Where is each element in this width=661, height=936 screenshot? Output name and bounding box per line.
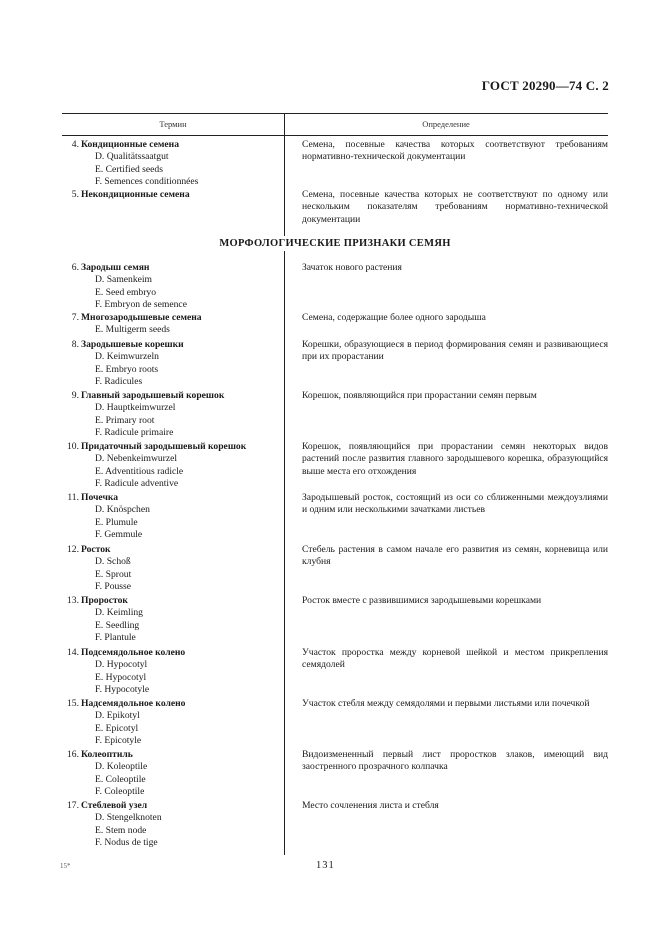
term-equivalent: F. Embryon de semence xyxy=(95,298,187,310)
term-equivalent: F. Epicotyle xyxy=(95,734,142,746)
term-cell xyxy=(62,544,278,593)
term-equivalent: D. Samenkeim xyxy=(95,274,153,286)
definition-cell: Зачаток нового растения xyxy=(302,262,402,273)
term-number: 17. xyxy=(67,800,79,811)
term-equivalent: D. Nebenkeimwurzel xyxy=(95,453,178,465)
definition-cell: Семена, посевные качества которых соответствуют требованиям нормативно-технической документации xyxy=(302,139,608,163)
term-equivalent: F. Gemmule xyxy=(95,528,143,540)
term-name: Проросток xyxy=(81,595,128,606)
page-number: 131 xyxy=(316,860,335,871)
term-name: Стеблевой узел xyxy=(81,800,148,811)
term-number: 14. xyxy=(67,647,79,658)
term-number: 6. xyxy=(71,262,79,273)
definition-cell: Место сочленения листа и стебля xyxy=(302,800,439,811)
term-cell xyxy=(62,189,278,201)
term-number: 13. xyxy=(67,595,79,606)
term-equivalent: D. Hypocotyl xyxy=(95,659,148,671)
term-equivalent: D. Qualitätssaatgut xyxy=(95,151,169,163)
term-cell xyxy=(62,749,278,798)
term-cell xyxy=(62,339,278,388)
definition-cell: Корешок, появляющийся при прорастании семян некоторых видов растений после развития главного зародышевого корешка, образующийся выше места его отхождения xyxy=(302,441,608,477)
term-equivalent: E. Seed embryo xyxy=(95,286,157,298)
definition-cell: Корешки, образующиеся в период формирования семян и развивающиеся при их прорастании xyxy=(302,339,608,363)
term-equivalent: F. Coleoptile xyxy=(95,785,145,797)
term-number: 12. xyxy=(67,544,79,555)
term-equivalent: F. Radicule primaire xyxy=(95,426,174,438)
term-equivalent: E. Sprout xyxy=(95,568,132,580)
term-equivalent: D. Koleoptile xyxy=(95,761,148,773)
term-equivalent: F. Radicules xyxy=(95,375,143,387)
term-name: Почечка xyxy=(81,492,119,503)
term-name: Колеоптиль xyxy=(81,749,133,760)
term-equivalent: E. Adventitious radicle xyxy=(95,465,184,477)
table-header xyxy=(62,113,608,136)
term-equivalent: D. Schoß xyxy=(95,556,131,568)
term-name: Главный зародышевый корешок xyxy=(81,390,225,401)
term-name: Кондиционные семена xyxy=(81,139,179,150)
term-equivalent: E. Stem node xyxy=(95,824,147,836)
column-header-definition: Определение xyxy=(422,119,470,129)
term-equivalent: E. Multigerm seeds xyxy=(95,324,170,336)
term-number: 5. xyxy=(71,189,79,200)
term-equivalent: F. Semences conditionnées xyxy=(95,175,199,187)
term-equivalent: D. Hauptkeimwurzel xyxy=(95,402,176,414)
term-cell xyxy=(62,647,278,696)
document-code: ГОСТ 20290—74 С. 2 xyxy=(481,78,609,93)
definition-cell: Семена, содержащие более одного зародыша xyxy=(302,312,486,323)
term-cell xyxy=(62,441,278,490)
definition-cell: Корешок, появляющийся при прорастании семян первым xyxy=(302,390,537,401)
term-equivalent: E. Seedling xyxy=(95,619,140,631)
term-name: Подсемядольное колено xyxy=(81,647,186,658)
term-name: Росток xyxy=(81,544,111,555)
term-equivalent: D. Keimling xyxy=(95,607,143,619)
term-equivalent: E. Plumule xyxy=(95,516,138,528)
term-equivalent: F. Radicule adventive xyxy=(95,477,179,489)
term-number: 10. xyxy=(67,441,79,452)
term-equivalent: E. Primary root xyxy=(95,414,155,426)
term-number: 16. xyxy=(67,749,79,760)
term-equivalent: F. Nodus de tige xyxy=(95,836,158,848)
term-number: 4. xyxy=(71,139,79,150)
term-equivalent: F. Plantule xyxy=(95,631,136,643)
term-cell xyxy=(62,262,278,311)
term-equivalent: F. Hypocotyle xyxy=(95,683,150,695)
term-cell xyxy=(62,139,278,188)
term-name: Зародыш семян xyxy=(81,262,150,273)
term-equivalent: E. Epicotyl xyxy=(95,722,139,734)
section-title: МОРФОЛОГИЧЕСКИЕ ПРИЗНАКИ СЕМЯН xyxy=(62,236,608,251)
definition-cell: Зародышевый росток, состоящий из оси со сближенными междоузлиями и одним или несколькими зачатками листьев xyxy=(302,492,608,516)
column-header-term: Термин xyxy=(159,119,187,129)
term-cell xyxy=(62,698,278,747)
term-equivalent: D. Epikotyl xyxy=(95,710,140,722)
term-number: 9. xyxy=(71,390,79,401)
term-cell xyxy=(62,595,278,644)
column-divider xyxy=(284,113,285,855)
definition-cell: Стебель растения в самом начале его развития из семян, корневища или клубня xyxy=(302,544,608,568)
term-name: Некондиционные семена xyxy=(81,189,190,200)
term-name: Зародышевые корешки xyxy=(81,339,184,350)
term-name: Придаточный зародышевый корешок xyxy=(81,441,247,452)
term-equivalent: E. Certified seeds xyxy=(95,163,163,175)
term-name: Многозародышевые семена xyxy=(81,312,202,323)
definition-cell: Участок стебля между семядолями и первыми листьями или почечкой xyxy=(302,698,590,709)
printer-mark: 15* xyxy=(60,862,71,870)
term-equivalent: E. Embryo roots xyxy=(95,363,159,375)
term-cell xyxy=(62,390,278,439)
term-equivalent: D. Keimwurzeln xyxy=(95,351,159,363)
term-number: 7. xyxy=(71,312,79,323)
term-equivalent: F. Pousse xyxy=(95,580,132,592)
term-cell xyxy=(62,312,278,337)
definition-cell: Росток вместе с развившимися зародышевыми корешками xyxy=(302,595,542,606)
term-number: 11. xyxy=(67,492,79,503)
term-cell xyxy=(62,492,278,541)
term-equivalent: D. Knöspchen xyxy=(95,504,150,516)
term-equivalent: E. Coleoptile xyxy=(95,773,146,785)
term-number: 8. xyxy=(71,339,79,350)
term-equivalent: E. Hypocotyl xyxy=(95,671,147,683)
term-number: 15. xyxy=(67,698,79,709)
term-cell xyxy=(62,800,278,849)
definition-cell: Видоизмененный первый лист проростков злаков, имеющий вид заостренного прозрачного колпачка xyxy=(302,749,608,773)
definition-cell: Семена, посевные качества которых не соответствуют по одному или нескольким показателям требованиям нормативно-технической документации xyxy=(302,189,608,225)
definition-cell: Участок проростка между корневой шейкой и местом прикрепления семядолей xyxy=(302,647,608,671)
term-equivalent: D. Stengelknoten xyxy=(95,812,162,824)
term-name: Надсемядольное колено xyxy=(81,698,186,709)
